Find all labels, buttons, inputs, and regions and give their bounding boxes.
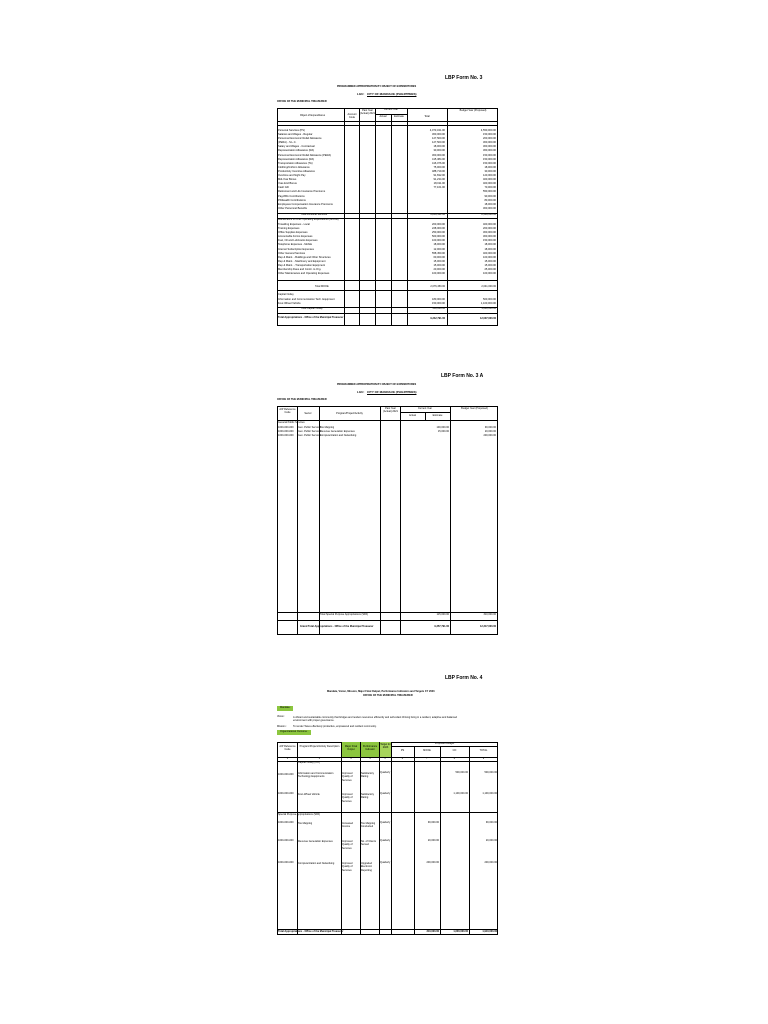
col-past-year: Past Year (Actual) 2021: [360, 109, 375, 115]
co-labels: Information and Communication Tech. Equipment Four-Wheel Vehicle: [278, 298, 335, 306]
col-current-year: Current Year: [417, 407, 433, 410]
col-ppa: Program/Project/Activity Description: [299, 745, 340, 748]
col-account-code: Account Code: [347, 113, 357, 119]
page-lbp-form-3a: LBP Form No. 3 A PROGRAMMED APPROPRIATION BY OBJECT OF EXPENDITURES LGU: CITY OF MANDAUE (PHILIPPINES) OFFICE OF THE MUNICIPAL TREASURER AIP Reference Code Sector Program/Project/Activity Past Year (Actual) 2021 Current Year Actual Estimate Budget Year (Proposed) General Public Services 1000-000-000 Gen. Public Services Tax Mapping 100,000.00 90,000.00 1000-000-000 Gen. Public Services Revenue Generation Expenses 15,000.00 20,000.00 1000-000-000 Gen. Public Services Computerization and Networking 200,000.00 Total Special Purpose Appropriations (SPA) 115,000.00 310,000.00 Grand Total Appropriations - Office of the Municipal Treasurer 9,357,791.00 12,317,000.00: [275, 370, 500, 636]
col-mfo: Major Final Output: [344, 745, 358, 751]
sector-header: General Public Services: [278, 421, 305, 424]
ps-labels: Personal Services (PS) Salaries and Wages - Regular Personnel Economic Relief Allowance (PERA) - S.L.C. Salary and Wages - Contractual Representation Allowance (RA) Personnel Economic Relief Allowance (PERA) Representation Allowance (RA) Transportation Allowance (TA) Clothing/Uniform Allowance Productivity Incentive Allowance Overtime and Night Pay Mid-Year Bonus Year-End Bonus Cash Gift Retirement and Life Insurance Premiums Pag-IBIG Contributions PhilHealth Contributions Employees Compensation Insurance Premiums Other Personnel Benefits: [278, 129, 333, 210]
co-budget: 500,000.00 1,100,000.00: [480, 298, 496, 306]
page-lbp-form-3: [275, 72, 500, 330]
co-header: Capital Outlay: [278, 293, 294, 296]
mission-text: To render Taxes effectively productive, empowered and resilient community.: [293, 725, 377, 728]
col-aip-code: AIP Reference Code: [279, 408, 296, 414]
form-number: LBP Form No. 3 A: [441, 373, 484, 379]
col-num: 4: [369, 757, 371, 760]
total-all: 1,910,000.00: [482, 930, 497, 933]
ps-total-value: 6,836,341.00: [430, 213, 445, 216]
mooe-labels: Travelling Expenses - Local Training Expenses Office Supplies Expenses Accountable Forms Expenses Fuel, Oil and Lubricants Expenses Telephone Expenses - Mobile Internet Subscription Expenses Other General Services Rep & Maint. - Buildings and Other Structures Rep & Maint. - Machinery and Equipment Rep & Maint. - Transportation Equipment Membership Dues and Contri. to Org. Other Maintenance and Operating Expenses: [278, 223, 331, 276]
mooe-total-value: 2,076,450.00: [430, 285, 445, 288]
grand-total-label: Total Appropriations - Office of the Municipal Treasurer: [278, 316, 344, 319]
total-co: 1,600,000.00: [453, 930, 468, 933]
grand-total-label: Grand Total Appropriations - Office of the Municipal Treasurer: [300, 625, 374, 628]
form-number: LBP Form No. 4: [445, 675, 483, 681]
section-capital-outlay: Capital Outlay (CO): [298, 761, 320, 764]
spa-total-value: 115,000.00: [436, 613, 449, 616]
co-total-budget: 1,600,000.00: [481, 307, 496, 310]
col-actual: Actual: [379, 115, 387, 118]
col-actual: Actual: [409, 414, 416, 417]
col-co: CO: [452, 749, 457, 752]
col-indicator: Performance Indicator: [362, 745, 378, 751]
form-title: PROGRAMMED APPROPRIATION BY OBJECT OF EXPENDITURES: [337, 85, 417, 88]
lgu-name: CITY OF MANDAUE (PHILIPPINES): [367, 92, 417, 96]
col-num: 1: [286, 757, 289, 760]
col-ppa: Program/Project/Activity: [336, 412, 363, 415]
mooe-totals: 200,000.00 228,000.00 250,000.00 500,000.00 100,000.00 18,000.00 12,000.00 558,450.00 60,000.00 15,000.00 15,000.00 20,000.00 100,000.00: [432, 223, 445, 276]
grand-total-value: 9,357,791.00: [434, 625, 449, 628]
col-num: 8: [453, 757, 456, 760]
page-lbp-form-4: LBP Form No. 4 Mandate, Vision, Mission, Major Final Output, Performance Indicators and Targets CY 2023 OFFICE OF THE MUNICIPAL TREASURER Mandate: Vision : A vibrant and sustainable community that bridges and renders resources efficiently and self-reliant thriving living in a resilient, adaptive and balanced environment with proper governance. Mission : To render Taxes effectively productive, empowered and resilient community. Organizational Outcome : AIP Reference Code Program/Project/Activity Description Major Final Output Performance Indicator Target for 2023 Proposed Budget PS MOOE CO TOTAL 1 2 3 4 5 6 7 8 9 Capital Outlay (CO) 1000-000-000 Information and Communication Technology Equipments Improved Quality of Services Satisfactory Rating Quarterly 500,000.00 500,000.00 1000-000-000 Four-Wheel Vehicle Improved Quality of Services Satisfactory Rating Quarterly 1,100,000.00 1,100,000.00 Special Purpose Appropriations (SPA) 1000-000-000 Tax Mapping Increased Income Tax Mapping Conducted Quarterly 90,000.00 90,000.00 1000-000-000 Revenue Generation Expenses Improved Quality of Services No. of Clients Served Quarterly 20,000.00 20,000.00 1000-000-000 Computerization and Networking Improved Quality of Services Upgraded Electronic Reporting Quarterly 200,000.00 200,000.00 Total Appropriations - Office of the Municipal Treasurer 310,000.00 1,600,000.00 1,910,000.00: [275, 672, 500, 940]
ps-total-budget: 8,366,000.00: [481, 213, 496, 216]
co-totals: 180,000.00 150,000.00: [432, 298, 445, 306]
co-total-value: 330,000.00: [432, 307, 445, 310]
grand-total-budget: 12,317,000.00: [480, 625, 496, 628]
col-num: 6: [401, 757, 404, 760]
mission-label: Mission :: [277, 725, 287, 728]
mandate-label: Mandate:: [277, 706, 293, 711]
col-current-year: Current Year: [383, 108, 399, 111]
grand-total-budget: 12,007,000.00: [480, 317, 496, 320]
total-appropriations-label: Total Appropriations - Office of the Municipal Treasurer: [278, 930, 344, 933]
col-num: 7: [426, 757, 428, 760]
col-target: Target for 2023: [380, 743, 391, 749]
col-num: 9: [482, 757, 485, 760]
col-ps: PS: [400, 749, 405, 752]
col-budget-year: Budget Year (Proposed): [459, 109, 487, 112]
col-num: 5: [384, 757, 386, 760]
col-past-year: Past Year (Actual) 2021: [383, 407, 398, 413]
spa-total-budget: 310,000.00: [483, 613, 496, 616]
office-name: OFFICE OF THE MUNICIPAL TREASURER: [277, 100, 327, 103]
col-estimate: Estimate: [432, 414, 443, 417]
vision-text: A vibrant and sustainable community that bridges and renders resources efficiently and self-reliant thriving living in a resilient, adaptive and balanced environment with proper governance.: [293, 716, 458, 723]
col-mooe: MOOE: [423, 749, 431, 752]
mooe-header: Maintenance & Other Operating Expenditures (MOOE): [278, 218, 339, 221]
lgu-name: CITY OF MANDAUE (PHILIPPINES): [367, 390, 417, 394]
col-object: Object of Expenditures: [299, 114, 326, 117]
col-aip-code: AIP Reference Code: [279, 745, 296, 751]
col-num: 2: [318, 757, 321, 760]
form-title: Mandate, Vision, Mission, Major Final Output, Performance Indicators and Targets CY 2023: [327, 690, 435, 693]
col-sector: Sector: [304, 412, 312, 415]
col-total: TOTAL: [479, 749, 488, 752]
form-title: PROGRAMMED APPROPRIATION BY OBJECT OF EXPENDITURES: [337, 383, 417, 386]
co-total-label: Total Capital Outlay: [301, 307, 323, 310]
section-spa: Special Purpose Appropriations (SPA): [278, 813, 321, 816]
grand-total-value: 9,242,791.00: [430, 317, 445, 320]
org-outcome-label: Organizational Outcome :: [277, 730, 311, 735]
col-budget-year: Budget Year (Proposed): [461, 407, 488, 410]
lgu-label: LGU:: [357, 390, 365, 394]
col-proposed-budget: Proposed Budget: [434, 742, 455, 745]
mooe-budget: 400,000.00 200,000.00 300,000.00 300,000.00 150,000.00 18,000.00 18,000.00 400,000.00 100,000.00 15,000.00 15,000.00 25,000.00 100,000.00: [483, 223, 496, 276]
table-frame: [277, 406, 498, 635]
col-estimate: Estimate: [394, 115, 404, 118]
col-num: 3: [350, 757, 352, 760]
col-total: Total: [424, 115, 430, 118]
ps-total-label: Total Personal Services: [301, 213, 328, 216]
form-subtitle: OFFICE OF THE MUNICIPAL TREASURER: [363, 694, 413, 697]
mooe-total-budget: 2,041,000.00: [481, 285, 496, 288]
form-number: LBP Form No. 3: [445, 75, 483, 81]
spa-total-label: Total Special Purpose Appropriations (SPA): [320, 613, 369, 616]
ps-budget: 4,550,000.00 150,000.00 200,000.00 300,000.00 300,000.00 360,000.00 150,000.00 150,000.00 150,000.00 18,000.00 30,000.00 120,000.00 400,000.00 400,000.00 70,000.00 550,000.00 90,000.00 80,000.00 18,000.00 300,000.00: [480, 129, 496, 210]
office-name: OFFICE OF THE MUNICIPAL TREASURER: [277, 398, 327, 401]
mooe-total-label: Total MOOE: [315, 285, 329, 288]
vision-label: Vision :: [277, 715, 286, 718]
lgu-label: LGU:: [357, 92, 365, 96]
total-mooe: 310,000.00: [426, 930, 439, 933]
ps-totals: 4,073,341.00 360,000.00 127,500.00 127,500.00 18,000.00 30,000.00 300,000.00 415,384.00 416,076.00 75,000.00 488,719.00 91,692.00 91,234.00 18,011.00 77,161.00: [429, 129, 445, 190]
